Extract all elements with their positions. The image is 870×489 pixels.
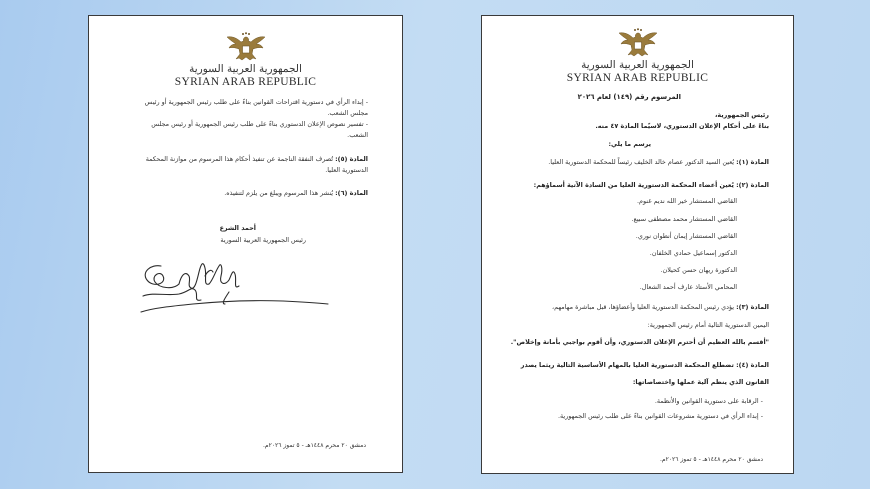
article-1-label: المادة (١): [736, 158, 769, 166]
article-4-cont: القانون الذي ينظم آلية عملها واختصاصاتها: [632, 378, 769, 386]
bullet-line: الشعب. [347, 131, 368, 139]
date-line: دمشق ٢٠ محرم ١٤٤٨هـ - ٥ تموز ٢٠٢٦م. [262, 442, 366, 449]
article-5 [146, 155, 368, 163]
article-6-text: يُنشر هذا المرسوم ويبلغ من يلزم لتنفيذه. [224, 189, 334, 197]
article-3-text: يؤدي رئيس المحكمة الدستورية العليا وأعضاؤها، قبل مباشرة مهامهم، [552, 303, 735, 311]
article-2-label: المادة (٢): [736, 181, 769, 189]
bullet-line: - إبداء الرأي في دستورية مشروعات القوانين بناءً على طلب رئيس الجمهورية. [557, 412, 763, 420]
member-item: الدكتور إسماعيل حمادي الخلفان. [649, 249, 737, 257]
decrees-heading: يرسم ما يلي: [608, 140, 651, 148]
article-4-label: المادة (٤): [736, 361, 769, 369]
member-item: القاضي المستشار إيمان أنطوان نوري. [635, 232, 737, 240]
article-2 [534, 181, 769, 189]
date-line: دمشق ٢٠ محرم ١٤٤٨هـ - ٥ تموز ٢٠٢٦م. [659, 456, 763, 463]
bullet-line: - إبداء الرأي في دستورية اقتراحات القوانين بناءً على طلب رئيس الجمهورية أو رئيس [144, 98, 368, 106]
article-1-text: يُعين السيد الدكتور عصام خالد الخليف رئيساً للمحكمة الدستورية العليا. [548, 158, 735, 166]
article-3 [552, 303, 769, 311]
bullet-line: - الرقابة على دستورية القوانين والأنظمة. [654, 397, 763, 405]
member-item: المحامي الأستاذ عارف أحمد الشعال. [639, 283, 737, 291]
article-6 [224, 189, 368, 197]
decree-page-1 [481, 15, 794, 474]
eagle-emblem-icon [226, 32, 266, 64]
article-2-text: يُعين أعضاء المحكمة الدستورية العليا من السادة الآتية أسماؤهم: [533, 181, 734, 189]
article-6-label: المادة (٦): [335, 189, 368, 197]
handwritten-signature [133, 246, 333, 331]
oath-text: "أقسم بالله العظيم أن أحترم الإعلان الدستوري، وأن أقوم بواجبي بأمانة وإخلاص". [510, 338, 769, 346]
article-3-cont: اليمين الدستورية التالية أمام رئيس الجمهورية: [647, 321, 769, 329]
member-item: الدكتورة ريهان حسن كحيلان. [660, 266, 737, 274]
article-4 [521, 361, 769, 369]
bullet-line: - تفسير نصوص الإعلان الدستوري بناءً على طلب رئيس الجمهورية أو رئيس مجلس [151, 120, 368, 128]
president-line: رئيس الجمهورية، [714, 111, 769, 119]
republic-name-arabic: الجمهورية العربية السورية [581, 59, 694, 71]
member-item: القاضي المستشار محمد مصطفى سبيع. [631, 215, 737, 223]
republic-name-arabic: الجمهورية العربية السورية [189, 63, 302, 75]
legal-basis: بناءً على أحكام الإعلان الدستوري، لاسيّما المادة ٤٧ منه. [595, 122, 769, 130]
article-5-text: تُصرف النفقة الناجمة عن تنفيذ أحكام هذا المرسوم من موازنة المحكمة [145, 155, 334, 163]
article-5-label: المادة (٥): [335, 155, 368, 163]
article-5-cont: الدستورية العليا. [325, 166, 368, 174]
signer-title: رئيس الجمهورية العربية السورية [220, 236, 306, 244]
article-1 [548, 158, 769, 166]
eagle-emblem-icon [618, 28, 658, 60]
republic-name-english: SYRIAN ARAB REPUBLIC [566, 72, 709, 84]
decree-number: المرسوم رقم (١٤٩) لعام ٢٠٢٦ [577, 93, 681, 101]
signer-name: أحمد الشرع [219, 224, 256, 232]
bullet-line: مجلس الشعب. [327, 109, 368, 117]
decree-page-2 [88, 15, 403, 473]
article-4-text: تضطلع المحكمة الدستورية العليا بالمهام الأساسية التالية ريثما يصدر [520, 361, 734, 369]
article-3-label: المادة (٣): [736, 303, 769, 311]
member-item: القاضي المستشار خير الله نديم غنوم. [637, 197, 737, 205]
republic-name-english: SYRIAN ARAB REPUBLIC [174, 76, 317, 88]
